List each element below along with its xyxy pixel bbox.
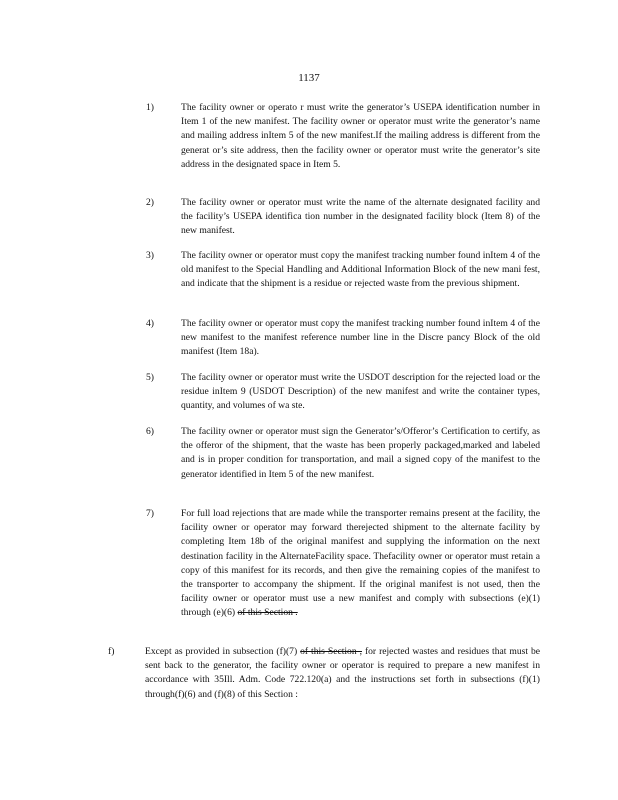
section-label: f) [108,646,115,657]
section-text-end: for rejected wastes and residues that must be sent back to the generator, the facility owner or operator is required to prepare a new manifest in accordance with 35Ill. Adm. Code 722.120(a) and the instructions set forth in subsections (f)(1) through(f)(6) and (f)(8) of this Section : [145,646,541,700]
section-text-start: Except as provided in subsection (f)(7) [145,646,298,657]
item-text: The facility owner or operator must write the USDOT description for the rejected load or the residue inItem 9 (USDOT Description) of the new manifest and write the container types, quantity, and volumes of wa ste. [181,372,540,412]
item-number: 3) [146,250,154,261]
item-number: 7) [146,508,154,519]
item-number: 4) [146,318,154,329]
struck-text: of this Section . [237,607,298,619]
item-number: 5) [146,372,154,383]
item-number: 1) [146,102,154,113]
list-item [146,249,540,292]
item-text: The facility owner or operator must copy the manifest tracking number found inItem 4 of the new manifest to the manifest reference number line in the Discre pancy Block of the old manifest (Item 18a). [181,318,540,358]
section-f [108,645,540,702]
list-item [146,371,540,414]
list-item [146,425,540,482]
item-number: 2) [146,197,154,208]
item-number: 6) [146,426,154,437]
struck-text: of this Section , [300,646,362,657]
item-text: For full load rejections that are made while the transporter remains present at the facility, the facility owner or operator may forward therejected shipment to the alternate facility by completing Item 18b of the original manifest and supplying the information on the next destination facility in the AlternateFacility space. Thefacility owner or operator must retain a copy of this manifest for its records, and then give the remaining copies of the manifest to the transporter to accompany the shipment. If the original manifest is not used, then the facility owner or operator must use a new manifest and comply with subsections (e)(1) through (e)(6) [181,508,540,619]
item-text: The facility owner or operator must sign the Generator’s/Offeror’s Certification to certify, as the offeror of the shipment, that the waste has been properly packaged,marked and labeled and is in proper condition for transportation, and mail a signed copy of the manifest to the generator identified in Item 5 of the new manifest. [181,426,540,480]
page-number: 1137 [298,72,320,84]
item-text: The facility owner or operator must copy the manifest tracking number found inItem 4 of the old manifest to the Special Handling and Additional Information Block of the new mani fest, and indicate that the shipment is a residue or rejected waste from the previous shipment. [181,250,540,290]
list-item [146,317,540,360]
list-item [146,196,540,239]
section-text-container [145,645,540,702]
item-text: The facility owner or operato r must write the generator’s USEPA identification number in Item 1 of the new manifest. The facility owner or operator must write the generator’s name and mailing address inItem 5 of the new manifest.If the mailing address is different from the generat or’s site address, then the facility owner or operator must write the generator’s site address in the designated space in Item 5. [181,102,540,170]
item-text: The facility owner or operator must write the name of the alternate designated facility and the facility’s USEPA identifica tion number in the designated facility block (Item 8) of the new manifest. [181,197,540,237]
list-item [146,101,540,172]
item-text-container [181,507,540,621]
list-item [146,507,540,621]
